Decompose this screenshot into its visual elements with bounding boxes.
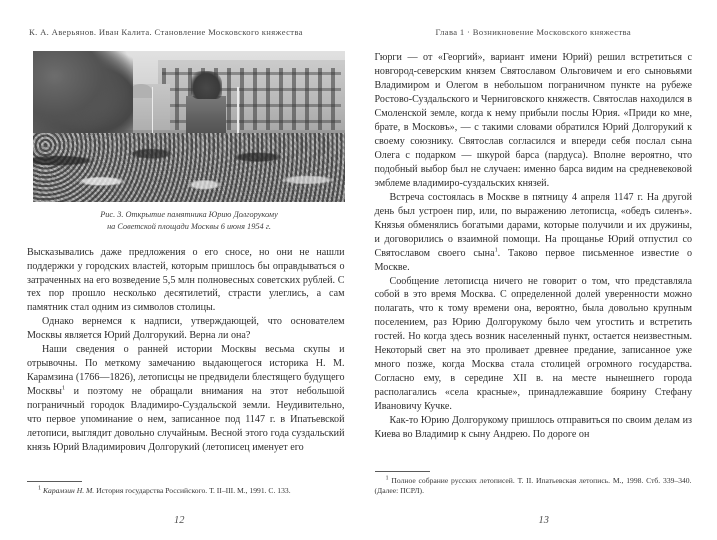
footnote-separator-rule bbox=[27, 481, 82, 482]
paragraph-part-before-note: Встреча состоялась в Москве в пятницу 4 апреля 1147 г. На другой день был устроен пир, или, по выражению летописца, «обедъ силенъ». Князья обменялись богатыми дарами, которые получили и их дружины, и договорились о взаимной помощи. На прощанье Юрий отпустил со Святославом своего сына bbox=[374, 191, 692, 259]
photograph-monument-unveiling bbox=[33, 51, 345, 202]
left-folio-page-number: 12 bbox=[174, 515, 185, 526]
paragraph-part-before-note: Наши сведения о ранней истории Москвы весьма скупы и отрывочны. По меткому замечанию выдающегося историка Н. М. Карамзина (1766—1826), летописцы не предвидели блестящего будущего Москвы bbox=[27, 344, 345, 398]
footnote-separator-rule bbox=[375, 471, 430, 472]
photo-dome bbox=[130, 84, 152, 98]
figure-caption-line-1: Рис. 3. Открытие памятника Юрию Долгорукому bbox=[100, 210, 278, 219]
right-running-head: Глава 1 · Возникновение Московского княжества bbox=[435, 27, 632, 37]
photo-crowd bbox=[33, 133, 345, 202]
footnote-rest: История государства Российского. Т. II–III. М., 1991. С. 133. bbox=[94, 485, 291, 495]
footnote-body: Полное собрание русских летописей. Т. II. Ипатьевская летопись. М., 1998. Стб. 339–340. (Далее: ПСРЛ). bbox=[374, 475, 692, 495]
paragraph: Как-то Юрию Долгорукому пришлось отправиться по своим делам из Киева во Владимир к сыну Андрею. По дороге он bbox=[374, 415, 692, 441]
figure-caption-line-2: на Советской площади Москвы 6 июня 1954 г. bbox=[107, 221, 271, 231]
paragraph: Однако вернемся к надписи, утверждающей, что основателем Москвы является Юрий Долгорукий. Верна ли она? bbox=[27, 316, 345, 342]
figure-caption bbox=[33, 209, 345, 233]
paragraph bbox=[375, 191, 693, 275]
photo-equestrian-statue bbox=[191, 71, 222, 100]
footnote-reference: 1 bbox=[494, 246, 498, 254]
left-footnote-area bbox=[27, 481, 343, 496]
paragraph: Сообщение летописца ничего не говорит о том, что представляла собой в это время Москва. С определенной долей уверенности можно полагать, что к тому времени она, вероятно, была довольно крупным поселением, раз Юрию Долгорукому было чем угостить и встретить гостей. Но когда здесь возник населенный пункт, остается неизвестным. Некоторый свет на это проливает древнее предание, записанное уже много позже, когда Москва стала столицей огромного государства. Согласно ему, в середине XII в. на месте нынешнего города располагались «села красные», принадлежавшие боярину Стефану Ивановичу Кучке. bbox=[374, 275, 692, 413]
footnote-marker: 1 bbox=[385, 473, 389, 481]
right-footnote-area bbox=[375, 471, 692, 497]
paragraph-part-after-note: и поэтому не обращали внимания на этот небольшой пограничный городок Владимиро-Суздальской земли. Неудивительно, что первое упоминание о нем, записанное под 1147 г. в Ипатьевской летописи, выглядит довольно случайным. Весной этого года суздальский князь Юрий Владимирович Долгорукий (летописец именует его bbox=[27, 386, 345, 454]
paragraph: Гюрги — от «Георгий», вариант имени Юрий) решил встретиться с новгород-северским князем Святославом Ольговичем и его сыновьями Владимиром и Олегом в небольшом пограничном пункте на рубеже Ростово-Суздальского и Черниговского княжеств. Святослав находился в Смоленской земле, когда к нему прибыли послы Юрия. «Приди ко мне, брате, в Московъ», — с такими словами обратился Юрий Долгорукий к своему союзнику. Святослав согласился и впереди себя послал сына Олега с подарком — шкурой барса (пардуса). Вполне вероятно, что подобный выбор был не случаен: именно барса видим на средневековой эмблеме владимиро-суздальских князей. bbox=[374, 52, 692, 189]
footnote-text bbox=[374, 473, 692, 497]
footnote-text bbox=[27, 486, 343, 496]
footnote-reference: 1 bbox=[61, 384, 66, 392]
right-folio-page-number: 13 bbox=[538, 515, 549, 526]
figure-3 bbox=[33, 51, 345, 233]
left-body-text bbox=[27, 246, 345, 456]
footnote-marker: 1 bbox=[38, 484, 42, 492]
left-running-head: К. А. Аверьянов. Иван Калита. Становление Московского княжества bbox=[29, 27, 303, 37]
footnote-author: Карамзин Н. М. bbox=[43, 485, 95, 495]
paragraph-part-after-note: . Таково первое письменное известие о Москве. bbox=[374, 247, 692, 273]
paragraph: Высказывались даже предложения о его сносе, но они не нашли поддержки у городских властей, которым пришлось бы оправдываться о затраченных на его возведение 5,5 млн полновесных советских рублей. С тех пор прошло несколько десятилетий, страсти улеглись, а сам памятник стал одним из символов столицы. bbox=[27, 246, 345, 314]
paragraph bbox=[27, 343, 345, 455]
right-body-text bbox=[375, 51, 693, 442]
right-page bbox=[359, 0, 717, 540]
photo-trees bbox=[33, 51, 133, 142]
